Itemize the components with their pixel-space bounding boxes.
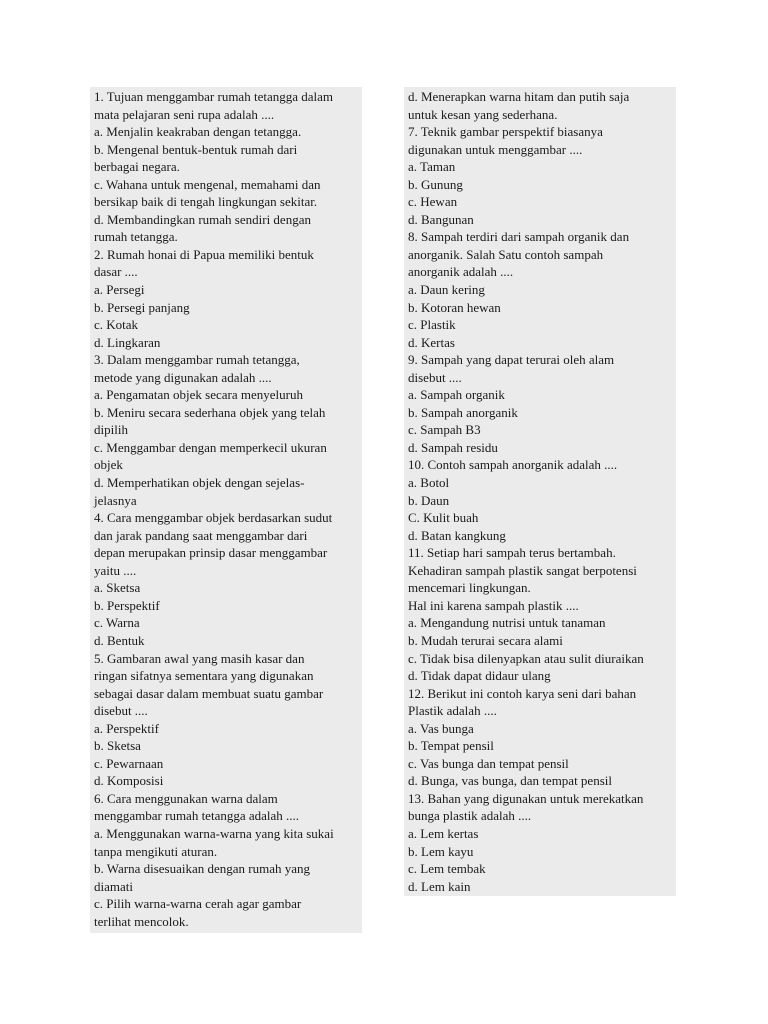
- text-line: d. Komposisi: [94, 773, 164, 789]
- text-line: C. Kulit buah: [408, 510, 479, 526]
- text-line: jelasnya: [94, 492, 137, 508]
- text-line: digunakan untuk menggambar ....: [408, 141, 583, 157]
- text-line: sebagai dasar dalam membuat suatu gambar: [94, 685, 324, 701]
- text-line: d. Bentuk: [94, 632, 145, 648]
- text-line: objek: [94, 457, 123, 473]
- text-line: anorganik adalah ....: [408, 264, 514, 280]
- text-line: Kehadiran sampah plastik sangat berpotensi: [408, 562, 637, 578]
- text-line: dan jarak pandang saat menggambar dari: [94, 527, 308, 543]
- text-line: d. Menerapkan warna hitam dan putih saja: [408, 89, 630, 104]
- text-line: b. Warna disesuaikan dengan rumah yang: [94, 861, 311, 877]
- text-line: 13. Bahan yang digunakan untuk merekatkan: [408, 790, 644, 806]
- text-line: c. Pewarnaan: [94, 755, 164, 771]
- text-line: bersikap baik di tengah lingkungan sekitar.: [94, 194, 318, 210]
- text-line: a. Sketsa: [94, 580, 141, 596]
- text-line: 9. Sampah yang dapat terurai oleh alam: [408, 352, 615, 368]
- text-line: 4. Cara menggambar objek berdasarkan sudut: [94, 510, 333, 526]
- text-line: a. Botol: [408, 475, 450, 491]
- text-line: a. Daun kering: [408, 282, 485, 298]
- text-line: b. Sketsa: [94, 738, 141, 754]
- text-line: 10. Contoh sampah anorganik adalah ....: [408, 457, 618, 473]
- text-line: d. Sampah residu: [408, 439, 498, 455]
- text-line: c. Wahana untuk mengenal, memahami dan: [94, 176, 321, 192]
- text-line: anorganik. Salah Satu contoh sampah: [408, 246, 604, 262]
- text-line: c. Vas bunga dan tempat pensil: [408, 755, 569, 771]
- right-question-column: [404, 87, 676, 896]
- text-line: a. Menggunakan warna-warna yang kita sukai: [94, 825, 334, 841]
- text-line: terlihat mencolok.: [94, 913, 189, 929]
- text-line: 12. Berikut ini contoh karya seni dari bahan: [408, 685, 637, 701]
- text-line: d. Bangunan: [408, 211, 474, 227]
- text-line: yaitu ....: [94, 562, 137, 578]
- text-line: diamati: [94, 878, 133, 894]
- text-line: b. Gunung: [408, 176, 463, 192]
- text-line: 3. Dalam menggambar rumah tetangga,: [94, 352, 300, 368]
- text-line: 1. Tujuan menggambar rumah tetangga dalam: [94, 89, 334, 104]
- text-line: d. Tidak dapat didaur ulang: [408, 668, 551, 684]
- text-line: c. Hewan: [408, 194, 458, 210]
- text-line: disebut ....: [408, 369, 462, 385]
- text-line: rumah tetangga.: [94, 229, 178, 245]
- text-line: mata pelajaran seni rupa adalah ....: [94, 106, 275, 122]
- text-line: c. Plastik: [408, 317, 456, 333]
- left-question-column: [90, 87, 362, 933]
- text-line: depan merupakan prinsip dasar menggambar: [94, 545, 328, 561]
- text-line: b. Lem kayu: [408, 843, 474, 859]
- text-line: 2. Rumah honai di Papua memiliki bentuk: [94, 246, 314, 262]
- text-line: 7. Teknik gambar perspektif biasanya: [408, 124, 603, 140]
- text-line: a. Pengamatan objek secara menyeluruh: [94, 387, 303, 403]
- text-line: 11. Setiap hari sampah terus bertambah.: [408, 545, 616, 561]
- text-line: metode yang digunakan adalah ....: [94, 369, 272, 385]
- text-line: tanpa mengikuti aturan.: [94, 843, 218, 859]
- text-line: menggambar rumah tetangga adalah ....: [94, 808, 300, 824]
- text-line: c. Lem tembak: [408, 861, 486, 877]
- text-line: a. Persegi: [94, 282, 145, 298]
- text-line: b. Kotoran hewan: [408, 299, 501, 315]
- text-line: 8. Sampah terdiri dari sampah organik dan: [408, 229, 630, 245]
- text-line: ringan sifatnya sementara yang digunakan: [94, 668, 314, 684]
- text-line: disebut ....: [94, 703, 148, 719]
- text-line: dipilih: [94, 422, 128, 438]
- text-line: d. Lem kain: [408, 878, 471, 894]
- text-line: b. Persegi panjang: [94, 299, 190, 315]
- text-line: a. Vas bunga: [408, 720, 474, 736]
- text-line: d. Memperhatikan objek dengan sejelas-: [94, 475, 305, 491]
- text-line: b. Mudah terurai secara alami: [408, 632, 563, 648]
- text-line: d. Lingkaran: [94, 334, 161, 350]
- text-line: 5. Gambaran awal yang masih kasar dan: [94, 650, 305, 666]
- text-line: berbagai negara.: [94, 159, 180, 175]
- text-line: b. Meniru secara sederhana objek yang telah: [94, 404, 326, 420]
- text-line: b. Tempat pensil: [408, 738, 494, 754]
- text-line: a. Taman: [408, 159, 456, 175]
- text-line: c. Menggambar dengan memperkecil ukuran: [94, 439, 327, 455]
- text-line: d. Batan kangkung: [408, 527, 506, 543]
- text-line: b. Sampah anorganik: [408, 404, 518, 420]
- text-line: b. Perspektif: [94, 597, 160, 613]
- text-line: a. Menjalin keakraban dengan tetangga.: [94, 124, 302, 140]
- text-line: Plastik adalah ....: [408, 703, 497, 719]
- text-line: c. Warna: [94, 615, 140, 631]
- text-line: c. Tidak bisa dilenyapkan atau sulit diuraikan: [408, 650, 644, 666]
- text-line: mencemari lingkungan.: [408, 580, 531, 596]
- text-line: a. Perspektif: [94, 720, 159, 736]
- text-line: b. Mengenal bentuk-bentuk rumah dari: [94, 141, 298, 157]
- text-line: d. Bunga, vas bunga, dan tempat pensil: [408, 773, 612, 789]
- text-line: c. Sampah B3: [408, 422, 481, 438]
- text-line: a. Sampah organik: [408, 387, 505, 403]
- text-line: d. Kertas: [408, 334, 455, 350]
- text-line: untuk kesan yang sederhana.: [408, 106, 558, 122]
- text-line: c. Kotak: [94, 317, 139, 333]
- text-line: bunga plastik adalah ....: [408, 808, 532, 824]
- text-line: d. Membandingkan rumah sendiri dengan: [94, 211, 311, 227]
- text-line: dasar ....: [94, 264, 138, 280]
- text-line: b. Daun: [408, 492, 450, 508]
- text-line: a. Lem kertas: [408, 825, 479, 841]
- text-line: Hal ini karena sampah plastik ....: [408, 597, 579, 613]
- text-line: 6. Cara menggunakan warna dalam: [94, 790, 278, 806]
- text-line: a. Mengandung nutrisi untuk tanaman: [408, 615, 606, 631]
- text-line: c. Pilih warna-warna cerah agar gambar: [94, 896, 302, 912]
